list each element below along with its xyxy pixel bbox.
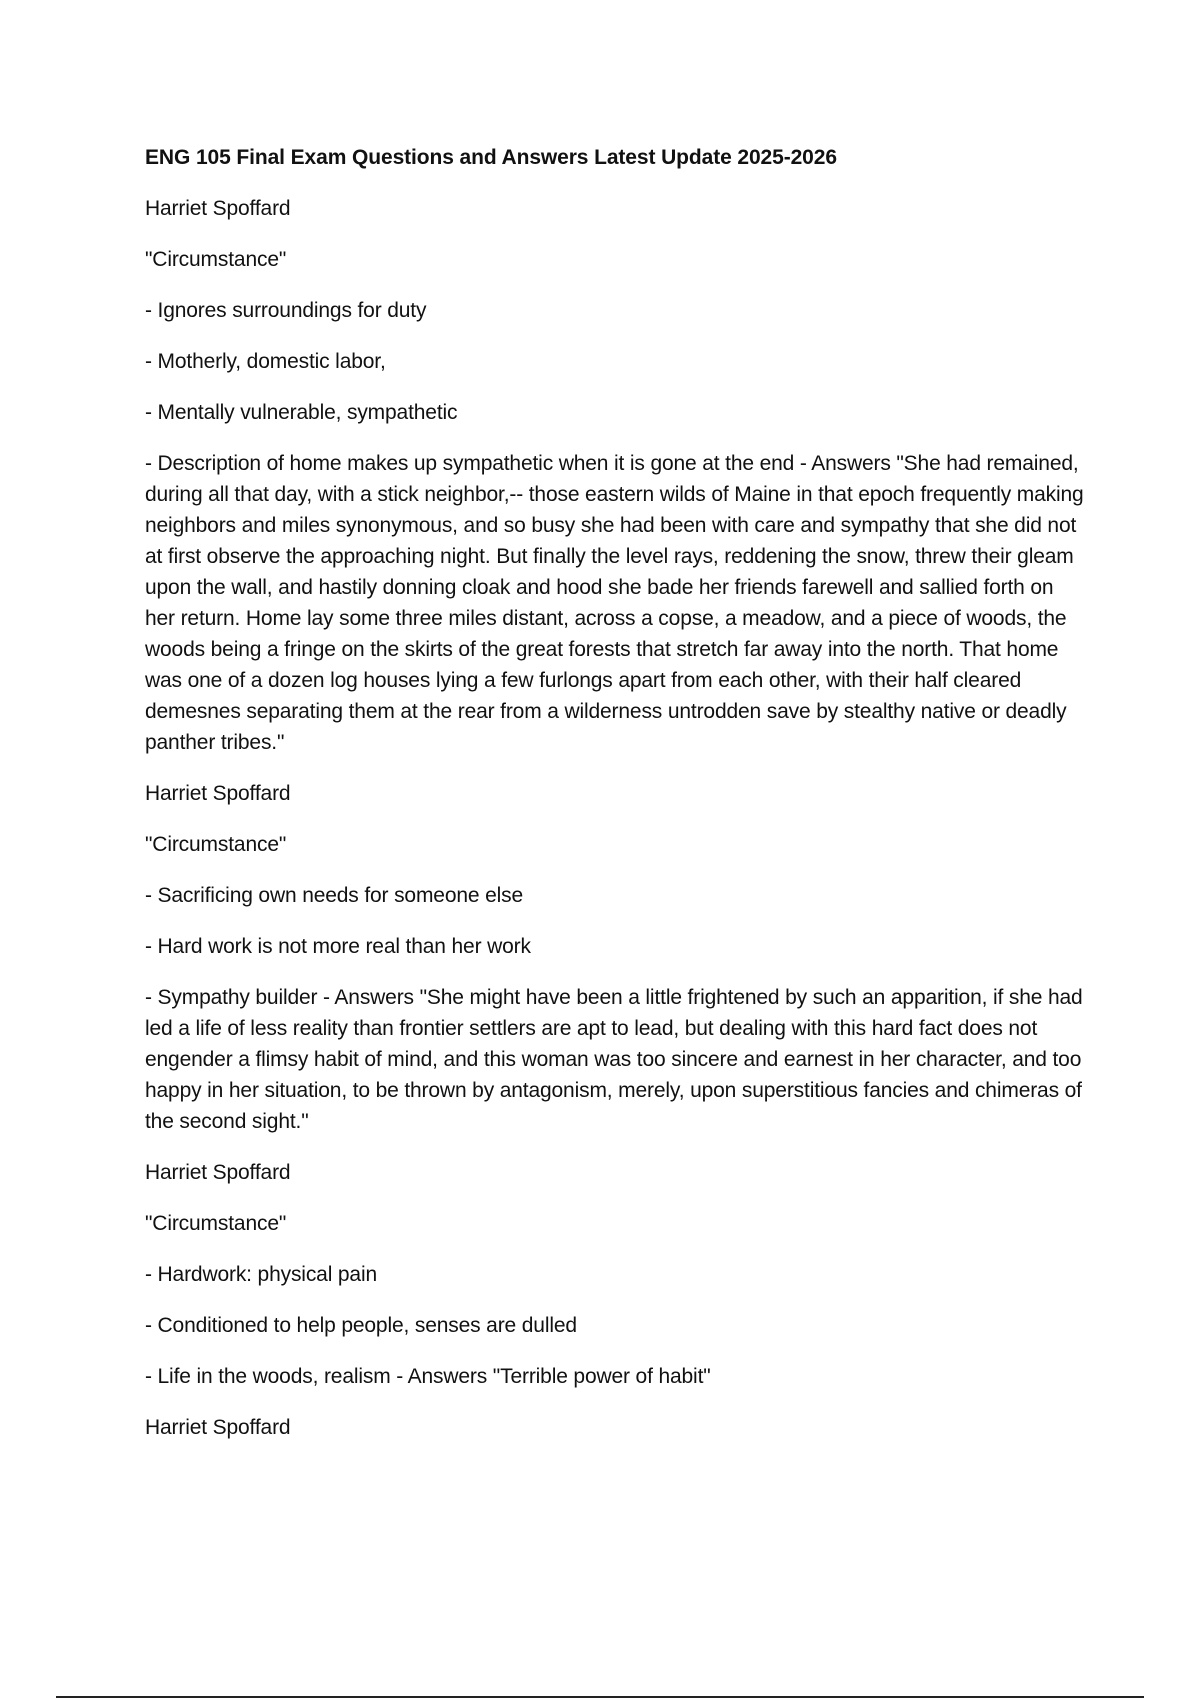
paragraph-author: Harriet Spoffard <box>145 1161 291 1184</box>
paragraph-point: - Motherly, domestic labor, <box>145 350 386 373</box>
document-body <box>145 143 1085 1463</box>
paragraph-point: - Ignores surroundings for duty <box>145 299 427 322</box>
document-title: ENG 105 Final Exam Questions and Answers Latest Update 2025-2026 <box>145 146 837 169</box>
paragraph-point: - Mentally vulnerable, sympathetic <box>145 401 458 424</box>
paragraph-author: Harriet Spoffard <box>145 197 291 220</box>
paragraph-answer: - Life in the woods, realism - Answers "Terrible power of habit" <box>145 1365 711 1388</box>
paragraph-point: - Hard work is not more real than her work <box>145 935 531 958</box>
paragraph-answer: - Description of home makes up sympathetic when it is gone at the end - Answers "She had remained, during all that day, with a stick neighbor,-- those eastern wilds of Maine in that epoch frequently making neighbors and miles synonymous, and so busy she had been with care and sympathy that she did not at first observe the approaching night. But finally the level rays, reddening the snow, threw their gleam upon the wall, and hastily donning cloak and hood she bade her friends farewell and sallied forth on her return. Home lay some three miles distant, across a copse, a meadow, and a piece of woods, the woods being a fringe on the skirts of the great forests that stretch far away into the north. That home was one of a dozen log houses lying a few furlongs apart from each other, with their half cleared demesnes separating them at the rear from a wilderness untrodden save by stealthy native or deadly panther tribes." <box>145 452 1084 754</box>
footer-divider <box>56 1696 1144 1698</box>
paragraph-work-title: "Circumstance" <box>145 833 287 856</box>
paragraph-author: Harriet Spoffard <box>145 782 291 805</box>
paragraph-answer: - Sympathy builder - Answers "She might have been a little frightened by such an apparition, if she had led a life of less reality than frontier settlers are apt to lead, but dealing with this hard fact does not engender a flimsy habit of mind, and this woman was too sincere and earnest in her character, and too happy in her situation, to be thrown by antagonism, merely, upon superstitious fancies and chimeras of the second sight." <box>145 986 1083 1133</box>
paragraph-work-title: "Circumstance" <box>145 1212 287 1235</box>
paragraph-point: - Conditioned to help people, senses are dulled <box>145 1314 577 1337</box>
paragraph-point: - Sacrificing own needs for someone else <box>145 884 524 907</box>
paragraph-author: Harriet Spoffard <box>145 1416 291 1439</box>
paragraph-work-title: "Circumstance" <box>145 248 287 271</box>
paragraph-point: - Hardwork: physical pain <box>145 1263 378 1286</box>
